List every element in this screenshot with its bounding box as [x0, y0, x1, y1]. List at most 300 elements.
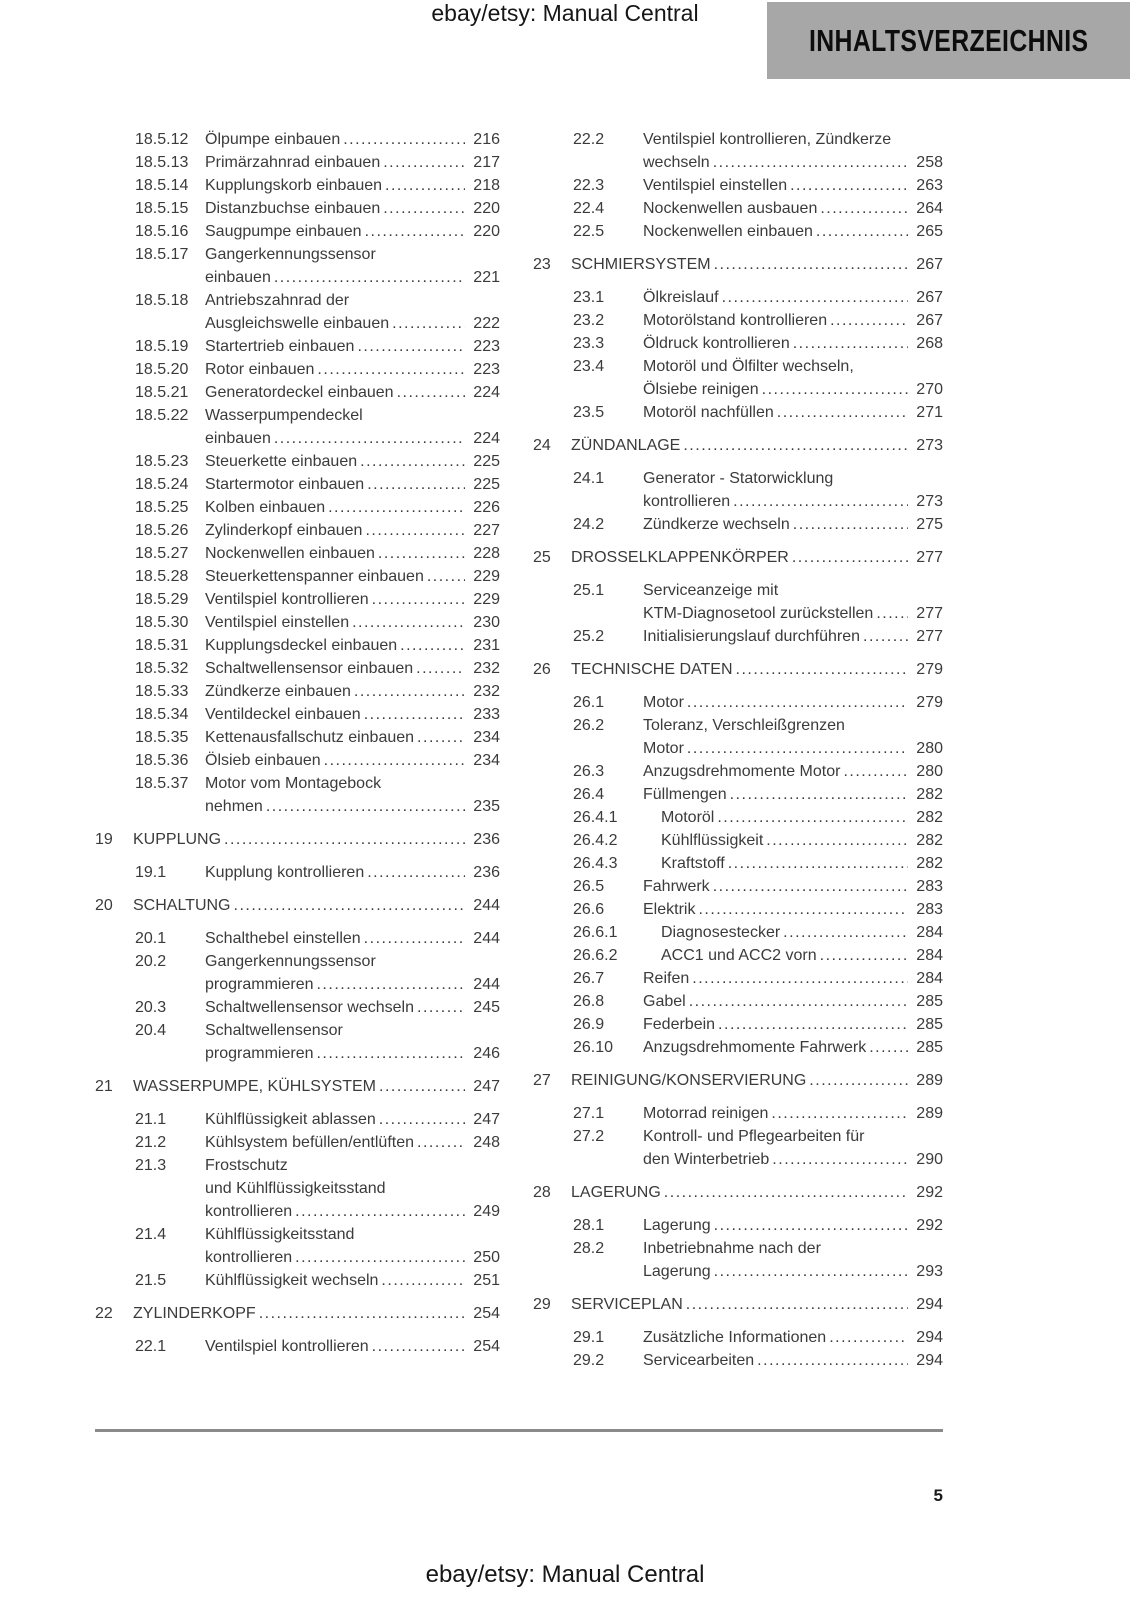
toc-entry-body	[643, 197, 943, 220]
toc-entry-number: 29	[533, 1296, 551, 1313]
toc-entry-number: 18.5.34	[135, 706, 189, 723]
toc-entry-lastline	[205, 749, 500, 772]
toc-entry-number: 26.6.1	[573, 924, 618, 941]
toc-entry-body	[643, 967, 943, 990]
toc-entry-title: Ölkreislauf	[643, 289, 719, 306]
toc-entry	[95, 680, 500, 703]
toc-entry-page: 268	[916, 335, 943, 352]
toc-entry-title: DROSSELKLAPPENKÖRPER	[571, 549, 789, 566]
toc-entry-body	[571, 1293, 943, 1316]
toc-entry-number: 26.10	[573, 1039, 614, 1056]
toc-dot-leader	[863, 625, 908, 648]
toc-dot-leader	[762, 378, 908, 401]
toc-entry-number: 23.5	[573, 404, 605, 421]
toc-entry-row	[573, 1326, 943, 1349]
toc-entry	[95, 335, 500, 358]
toc-entry-lastline	[643, 625, 943, 648]
toc-entry-title: ZYLINDERKOPF	[133, 1305, 256, 1322]
toc-entry-title: kontrollieren	[205, 1249, 293, 1266]
toc-entry-row	[135, 611, 500, 634]
toc-entry-number: 21.1	[135, 1111, 167, 1128]
toc-entry-lastline	[205, 427, 500, 450]
toc-entry-row	[135, 358, 500, 381]
toc-entry-lastline	[205, 588, 500, 611]
toc-entry-title: Saugpumpe einbauen	[205, 223, 362, 240]
toc-entry-number: 18.5.14	[135, 177, 189, 194]
toc-chapter-entry	[95, 894, 500, 917]
toc-entry	[95, 996, 500, 1019]
toc-entry-number: 23	[533, 256, 551, 273]
toc-entry-body	[205, 519, 500, 542]
toc-entry-body	[643, 579, 943, 625]
toc-entry	[533, 875, 943, 898]
toc-entry-number: 18.5.12	[135, 131, 189, 148]
toc-entry-page: 290	[916, 1151, 943, 1168]
toc-entry-number: 21.2	[135, 1134, 167, 1151]
toc-entry-row	[135, 151, 500, 174]
toc-entry-lastline	[643, 151, 943, 174]
toc-dot-leader	[400, 634, 465, 657]
toc-entry-title: Ventilspiel kontrollieren	[205, 1338, 369, 1355]
toc-entry-number: 18.5.16	[135, 223, 189, 240]
toc-entry-body	[205, 404, 500, 450]
toc-entry-page: 222	[473, 315, 500, 332]
toc-entry	[95, 220, 500, 243]
toc-entry-row	[573, 783, 943, 806]
toc-entry-title: kontrollieren	[205, 1203, 293, 1220]
toc-entry-title: Zündkerze wechseln	[643, 516, 790, 533]
toc-entry-page: 245	[473, 999, 500, 1016]
toc-entry-row	[573, 1125, 943, 1171]
toc-entry	[533, 1214, 943, 1237]
toc-entry-body	[643, 714, 943, 760]
toc-entry	[95, 197, 500, 220]
toc-dot-leader	[728, 852, 908, 875]
toc-entry-body	[205, 1335, 500, 1358]
toc-entry-body	[205, 1223, 500, 1269]
toc-entry	[95, 450, 500, 473]
toc-entry-title: Zylinderkopf einbauen	[205, 522, 363, 539]
toc-entry-page: 235	[473, 798, 500, 815]
toc-entry-page: 217	[473, 154, 500, 171]
toc-entry-body	[205, 996, 500, 1019]
toc-entry-page: 247	[473, 1111, 500, 1128]
toc-entry-page: 265	[916, 223, 943, 240]
toc-entry-title: SCHALTUNG	[133, 897, 231, 914]
toc-entry-number: 18.5.21	[135, 384, 189, 401]
toc-entry-lastline	[205, 634, 500, 657]
toc-entry-title-line: Motor vom Montagebock	[205, 775, 382, 792]
toc-entry-page: 234	[473, 752, 500, 769]
toc-entry-number: 18.5.20	[135, 361, 189, 378]
toc-dot-leader	[733, 490, 908, 513]
toc-entry-number: 18.5.33	[135, 683, 189, 700]
toc-dot-leader	[714, 1260, 908, 1283]
toc-entry-title: Anzugsdrehmomente Fahrwerk	[643, 1039, 867, 1056]
toc-entry-body	[643, 760, 943, 783]
toc-entry-page: 283	[916, 878, 943, 895]
toc-entry-lastline	[133, 828, 500, 851]
toc-entry-number: 26.7	[573, 970, 605, 987]
toc-entry-title-line: Wasserpumpendeckel	[205, 407, 363, 424]
toc-entry-row	[573, 174, 943, 197]
toc-entry	[95, 519, 500, 542]
toc-entry	[95, 1108, 500, 1131]
toc-chapter-entry	[533, 434, 943, 457]
toc-entry-title-line: Schaltwellensensor	[205, 1022, 343, 1039]
toc-entry-title: TECHNISCHE DATEN	[571, 661, 733, 678]
toc-entry-lastline	[643, 602, 943, 625]
toc-entry-row	[135, 588, 500, 611]
toc-entry-title: Kupplungsdeckel einbauen	[205, 637, 398, 654]
toc-entry-body	[571, 1181, 943, 1204]
toc-entry-number: 18.5.28	[135, 568, 189, 585]
toc-entry-row	[135, 749, 500, 772]
toc-entry-lastline	[643, 309, 943, 332]
toc-entry-title-line: Gangerkennungssensor	[205, 953, 376, 970]
toc-dot-leader	[816, 220, 908, 243]
toc-entry-body	[205, 680, 500, 703]
toc-entry	[533, 220, 943, 243]
toc-entry	[95, 657, 500, 680]
toc-entry-body	[661, 852, 943, 875]
toc-entry-lastline	[205, 657, 500, 680]
toc-entry-page: 284	[916, 970, 943, 987]
toc-dot-leader	[316, 973, 465, 996]
toc-entry-number: 18.5.17	[135, 246, 189, 263]
toc-entry-row	[135, 174, 500, 197]
toc-entry-lastline	[643, 513, 943, 536]
toc-entry	[95, 358, 500, 381]
toc-dot-leader	[379, 1108, 465, 1131]
toc-entry-lastline	[571, 546, 943, 569]
toc-entry-lastline	[643, 967, 943, 990]
toc-entry-number: 28	[533, 1184, 551, 1201]
toc-entry-title: Motorölstand kontrollieren	[643, 312, 828, 329]
toc-entry	[533, 401, 943, 424]
toc-entry-body	[205, 634, 500, 657]
toc-entry-row	[573, 128, 943, 174]
page-title-box	[767, 2, 1130, 79]
toc-entry	[95, 404, 500, 450]
toc-entry-page: 247	[473, 1078, 500, 1095]
toc-entry	[533, 513, 943, 536]
toc-entry-title: kontrollieren	[643, 493, 731, 510]
toc-entry-title: Kraftstoff	[661, 855, 725, 872]
toc-entry-body	[205, 588, 500, 611]
toc-entry-body	[205, 496, 500, 519]
toc-entry	[95, 1223, 500, 1269]
toc-entry-row	[573, 760, 943, 783]
toc-dot-leader	[364, 703, 465, 726]
toc-entry-title: Kühlflüssigkeit ablassen	[205, 1111, 376, 1128]
toc-entry-page: 244	[473, 976, 500, 993]
toc-entry-number: 18.5.13	[135, 154, 189, 171]
header-watermark: ebay/etsy: Manual Central	[431, 0, 699, 26]
toc-entry-title: ACC1 und ACC2 vorn	[661, 947, 817, 964]
toc-entry-page: 220	[473, 200, 500, 217]
toc-entry-page: 283	[916, 901, 943, 918]
toc-dot-leader	[730, 783, 908, 806]
toc-dot-leader	[367, 861, 465, 884]
toc-entry-title: Rotor einbauen	[205, 361, 315, 378]
toc-entry-body	[205, 1131, 500, 1154]
toc-entry-page: 232	[473, 660, 500, 677]
toc-entry-number: 23.4	[573, 358, 605, 375]
toc-entry	[533, 332, 943, 355]
toc-dot-leader	[266, 795, 465, 818]
toc-entry-body	[205, 289, 500, 335]
toc-entry-body	[133, 828, 500, 851]
toc-entry-page: 244	[473, 930, 500, 947]
toc-entry-lastline	[571, 1069, 943, 1092]
toc-entry-lastline	[205, 973, 500, 996]
toc-entry-body	[643, 1349, 943, 1372]
toc-entry-title: REINIGUNG/KONSERVIERUNG	[571, 1072, 807, 1089]
toc-entry-lastline	[643, 783, 943, 806]
toc-entry	[95, 1019, 500, 1065]
toc-entry-title: Servicearbeiten	[643, 1352, 755, 1369]
toc-entry-number: 18.5.15	[135, 200, 189, 217]
toc-entry-title: Fahrwerk	[643, 878, 710, 895]
toc-entry-body	[643, 875, 943, 898]
toc-entry-title: Federbein	[643, 1016, 716, 1033]
toc-dot-leader	[328, 496, 465, 519]
toc-entry-page: 230	[473, 614, 500, 631]
toc-entry-row	[573, 875, 943, 898]
toc-chapter-entry	[95, 1075, 500, 1098]
toc-entry-page: 292	[916, 1217, 943, 1234]
toc-entry-page: 250	[473, 1249, 500, 1266]
toc-entry-page: 224	[473, 384, 500, 401]
toc-entry-row	[573, 1102, 943, 1125]
toc-entry-number: 18.5.22	[135, 407, 189, 424]
toc-entry-lastline	[205, 1042, 500, 1065]
toc-entry	[533, 921, 943, 944]
toc-entry	[95, 749, 500, 772]
toc-entry-row	[533, 434, 943, 457]
toc-entry-row	[533, 1293, 943, 1316]
toc-entry-title: Distanzbuchse einbauen	[205, 200, 381, 217]
toc-entry-title: Kupplungskorb einbauen	[205, 177, 383, 194]
toc-entry-number: 22.1	[135, 1338, 167, 1355]
toc-entry-body	[571, 546, 943, 569]
toc-entry-page: 236	[473, 831, 500, 848]
toc-entry-page: 277	[916, 605, 943, 622]
toc-entry-lastline	[643, 1102, 943, 1125]
toc-entry	[533, 467, 943, 513]
toc-entry-page: 223	[473, 361, 500, 378]
toc-entry-row	[573, 625, 943, 648]
toc-entry-title: Primärzahnrad einbauen	[205, 154, 381, 171]
toc-entry-number: 26.3	[573, 763, 605, 780]
toc-entry-title: Öldruck kontrollieren	[643, 335, 790, 352]
toc-entry-body	[643, 401, 943, 424]
toc-entry-body	[205, 950, 500, 996]
toc-entry-lastline	[205, 1269, 500, 1292]
toc-dot-leader	[385, 174, 465, 197]
toc-entry	[533, 691, 943, 714]
toc-entry-lastline	[205, 1131, 500, 1154]
toc-entry-row	[135, 680, 500, 703]
toc-entry-number: 18.5.29	[135, 591, 189, 608]
toc-dot-leader	[876, 602, 908, 625]
toc-entry-body	[205, 128, 500, 151]
toc-entry-body	[571, 658, 943, 681]
toc-entry-lastline	[205, 996, 500, 1019]
toc-entry-body	[205, 772, 500, 818]
toc-dot-leader	[783, 921, 908, 944]
footer-divider	[95, 1429, 943, 1432]
toc-entry-title: Lagerung	[643, 1263, 711, 1280]
toc-entry-title: Reifen	[643, 970, 690, 987]
toc-entry-body	[205, 703, 500, 726]
toc-dot-leader	[383, 151, 465, 174]
toc-entry-lastline	[643, 737, 943, 760]
toc-entry-lastline	[205, 703, 500, 726]
toc-entry-row	[135, 772, 500, 818]
toc-entry-lastline	[643, 1260, 943, 1283]
toc-entry-number: 22.4	[573, 200, 605, 217]
toc-entry-page: 293	[916, 1263, 943, 1280]
toc-entry-lastline	[643, 1326, 943, 1349]
toc-entry-number: 18.5.26	[135, 522, 189, 539]
toc-entry-page: 229	[473, 591, 500, 608]
toc-entry-body	[661, 944, 943, 967]
toc-dot-leader	[381, 1269, 465, 1292]
toc-chapter-entry	[533, 1293, 943, 1316]
toc-entry-title: Diagnosestecker	[661, 924, 781, 941]
toc-entry-number: 26.4	[573, 786, 605, 803]
toc-dot-leader	[713, 151, 908, 174]
toc-entry	[533, 1013, 943, 1036]
toc-entry-lastline	[205, 128, 500, 151]
toc-entry-number: 19.1	[135, 864, 167, 881]
toc-entry-number: 27.2	[573, 1128, 605, 1145]
toc-entry-lastline	[205, 1246, 500, 1269]
toc-dot-leader	[354, 680, 465, 703]
toc-entry-number: 20.4	[135, 1022, 167, 1039]
toc-entry-title: programmieren	[205, 1045, 314, 1062]
toc-entry-number: 26.2	[573, 717, 605, 734]
toc-entry-lastline	[661, 829, 943, 852]
toc-entry-row	[135, 703, 500, 726]
toc-entry-page: 224	[473, 430, 500, 447]
toc-entry-number: 21.3	[135, 1157, 167, 1174]
toc-entry-lastline	[643, 174, 943, 197]
toc-entry-body	[661, 921, 943, 944]
toc-dot-leader	[367, 473, 465, 496]
toc-entry-body	[643, 355, 943, 401]
toc-entry-page: 248	[473, 1134, 500, 1151]
toc-entry-row	[573, 1237, 943, 1283]
toc-entry	[533, 898, 943, 921]
toc-entry-row	[135, 335, 500, 358]
toc-entry-lastline	[643, 691, 943, 714]
toc-entry-body	[643, 513, 943, 536]
toc-dot-leader	[360, 450, 465, 473]
toc-entry-body	[205, 611, 500, 634]
toc-entry-lastline	[571, 658, 943, 681]
toc-entry	[95, 174, 500, 197]
toc-dot-leader	[777, 401, 908, 424]
toc-entry-page: 285	[916, 993, 943, 1010]
toc-entry-lastline	[205, 473, 500, 496]
toc-entry-body	[205, 450, 500, 473]
toc-entry-number: 18.5.25	[135, 499, 189, 516]
toc-entry-title: Lagerung	[643, 1217, 711, 1234]
toc-entry-number: 26.6	[573, 901, 605, 918]
toc-dot-leader	[820, 944, 908, 967]
toc-entry-title: Ventildeckel einbauen	[205, 706, 361, 723]
toc-entry-page: 275	[916, 516, 943, 533]
toc-entry-row	[95, 1075, 500, 1098]
toc-entry-title-line: Antriebszahnrad der	[205, 292, 350, 309]
toc-entry-title-line: Kontroll- und Pflegearbeiten für	[643, 1128, 865, 1145]
toc-entry-row	[135, 726, 500, 749]
toc-entry-number: 18.5.30	[135, 614, 189, 631]
toc-entry-row	[135, 220, 500, 243]
toc-entry-page: 267	[916, 256, 943, 273]
toc-entry-page: 284	[916, 947, 943, 964]
toc-entry	[533, 309, 943, 332]
toc-dot-leader	[714, 253, 908, 276]
toc-entry-title-line: Motoröl und Ölfilter wechseln,	[643, 358, 854, 375]
toc-dot-leader	[417, 1131, 465, 1154]
toc-entry	[533, 625, 943, 648]
toc-entry	[95, 634, 500, 657]
toc-entry-body	[205, 657, 500, 680]
toc-entry-body	[205, 358, 500, 381]
toc-entry-title-line: Gangerkennungssensor	[205, 246, 376, 263]
toc-entry-title: Generatordeckel einbauen	[205, 384, 394, 401]
toc-chapter-entry	[95, 828, 500, 851]
toc-entry-body	[133, 1302, 500, 1325]
toc-entry	[533, 1326, 943, 1349]
toc-entry-title: Zündkerze einbauen	[205, 683, 351, 700]
toc-dot-leader	[295, 1246, 465, 1269]
toc-dot-leader	[717, 806, 908, 829]
toc-dot-leader	[771, 1102, 908, 1125]
toc-entry-title: programmieren	[205, 976, 314, 993]
toc-entry	[95, 243, 500, 289]
toc-entry-page: 225	[473, 453, 500, 470]
toc-entry-page: 254	[473, 1305, 500, 1322]
toc-entry-number: 26.4.1	[573, 809, 618, 826]
footer-watermark: ebay/etsy: Manual Central	[425, 1561, 705, 1588]
toc-entry-lastline	[205, 151, 500, 174]
toc-entry	[95, 611, 500, 634]
toc-entry-lastline	[205, 611, 500, 634]
toc-entry-row	[135, 473, 500, 496]
toc-entry-body	[643, 1102, 943, 1125]
toc-entry	[95, 927, 500, 950]
toc-dot-leader	[790, 174, 908, 197]
toc-entry-row	[135, 927, 500, 950]
toc-entry-lastline	[205, 680, 500, 703]
toc-entry	[95, 542, 500, 565]
toc-dot-leader	[793, 513, 908, 536]
toc-entry-body	[643, 990, 943, 1013]
toc-entry-page: 277	[916, 628, 943, 645]
toc-column-right	[533, 128, 943, 1372]
toc-entry-row	[573, 467, 943, 513]
toc-dot-leader	[718, 1013, 908, 1036]
toc-dot-leader	[392, 312, 465, 335]
toc-entry-lastline	[643, 332, 943, 355]
toc-entry-title: Ölsieb einbauen	[205, 752, 321, 769]
toc-dot-leader	[372, 1335, 465, 1358]
